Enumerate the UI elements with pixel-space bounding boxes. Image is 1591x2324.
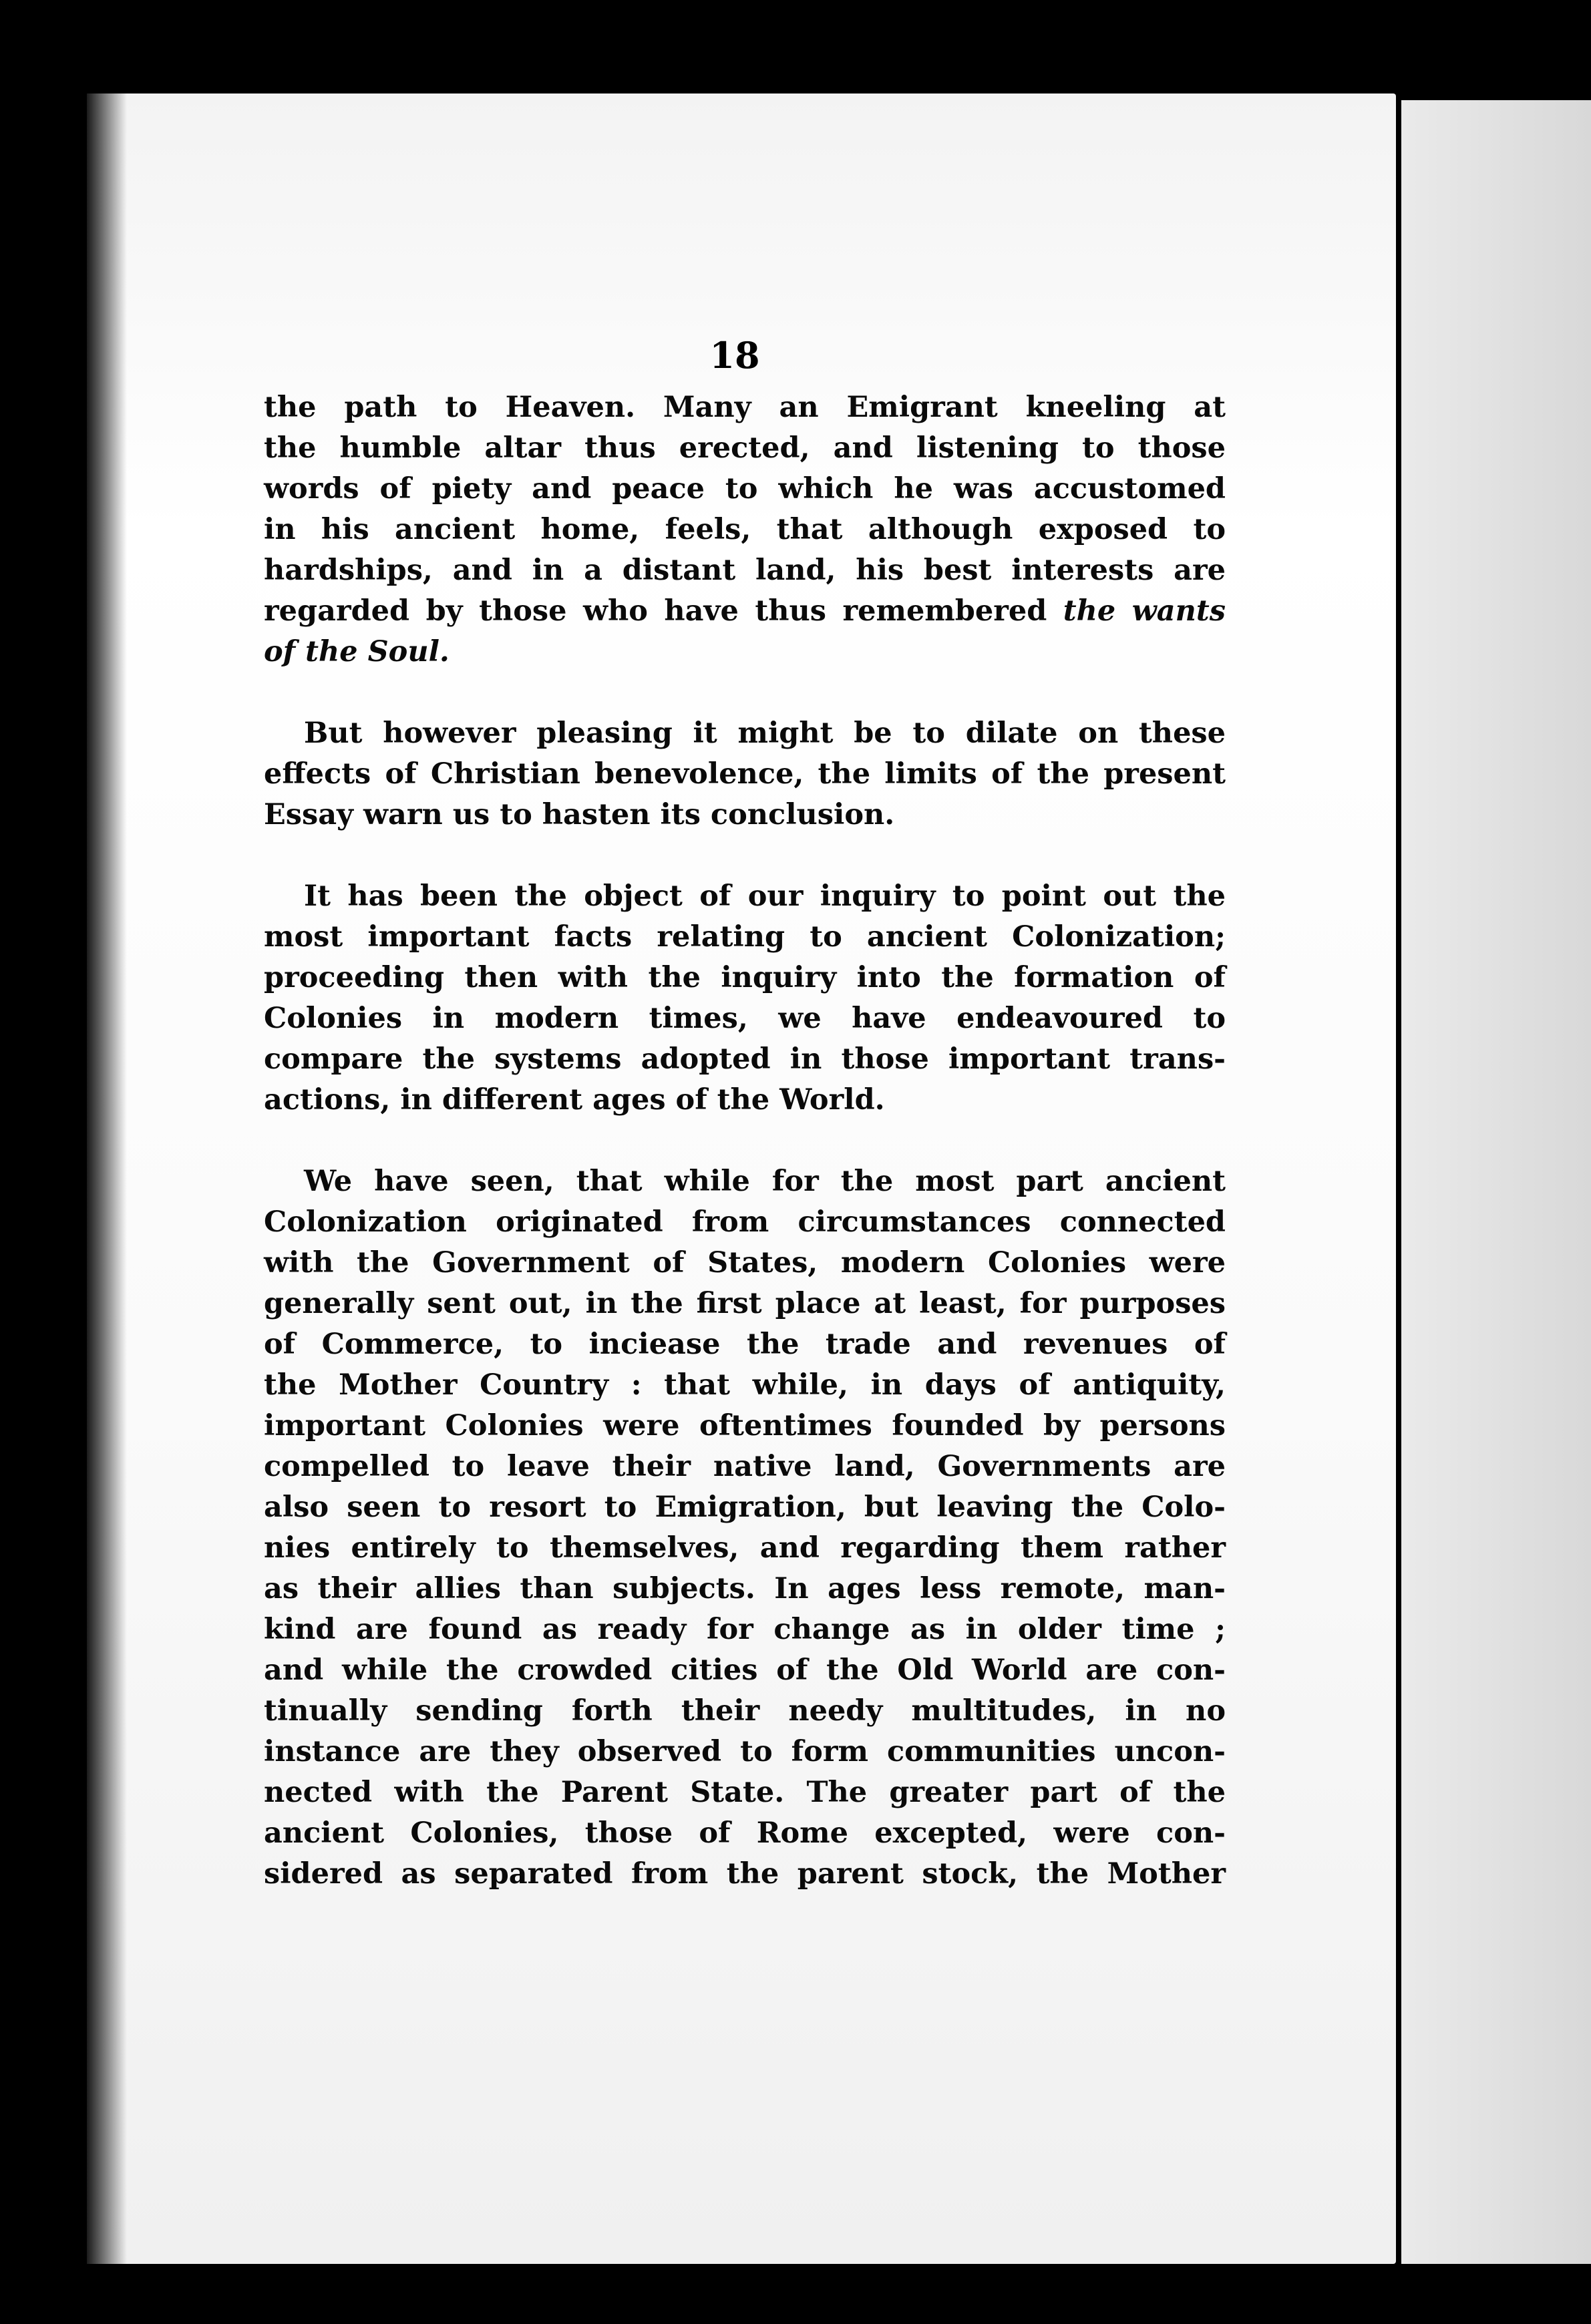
text-line: the Mother Country : that while, in days of antiquity, xyxy=(264,1368,1226,1402)
text-line: ancient Colonies, those of Rome excepted, were con- xyxy=(264,1816,1226,1850)
text-line: kind are found as ready for change as in older time ; xyxy=(264,1613,1226,1646)
text-line: It has been the object of our inquiry to point out the xyxy=(304,880,1226,913)
text-line: But however pleasing it might be to dilate on these xyxy=(304,717,1226,750)
text-line: sidered as separated from the parent stock, the Mother xyxy=(264,1857,1226,1891)
text-line: nies entirely to themselves, and regarding them rather xyxy=(264,1531,1226,1565)
text-line-lead: regarded by those who have thus remembered xyxy=(264,594,1047,628)
text-line: important Colonies were oftentimes founded by persons xyxy=(264,1409,1226,1442)
text-line xyxy=(264,632,1226,672)
text-line: of Commerce, to inciease the trade and revenues of xyxy=(264,1328,1226,1361)
text-line: generally sent out, in the first place at least, for purposes xyxy=(264,1287,1226,1320)
italic-phrase: of the Soul. xyxy=(264,635,450,668)
text-line: Essay warn us to hasten its conclusion. xyxy=(264,798,895,831)
page-torn-edge xyxy=(87,93,127,2264)
text-line: We have seen, that while for the most part ancient xyxy=(304,1165,1226,1198)
text-line: as their allies than subjects. In ages less remote, man- xyxy=(264,1572,1226,1605)
text-line: the path to Heaven. Many an Emigrant kneeling at xyxy=(264,391,1226,424)
text-line: hardships, and in a distant land, his best interests are xyxy=(264,554,1226,587)
paragraph-2 xyxy=(264,713,1226,835)
scan-bottom-border xyxy=(0,2264,1591,2324)
text-line: tinually sending forth their needy multitudes, in no xyxy=(264,1694,1226,1728)
paragraph-4 xyxy=(264,1161,1226,1895)
text-line: actions, in different ages of the World. xyxy=(264,1083,885,1117)
paragraph-1 xyxy=(264,387,1226,672)
text-line: in his ancient home, feels, that although exposed to xyxy=(264,513,1226,546)
text-line: the humble altar thus erected, and listening to those xyxy=(264,431,1226,465)
text-line: effects of Christian benevolence, the limits of the present xyxy=(264,757,1226,791)
text-line: compelled to leave their native land, Governments are xyxy=(264,1450,1226,1483)
adjacent-page-edge xyxy=(1401,100,1591,2264)
text-line: with the Government of States, modern Colonies were xyxy=(264,1246,1226,1280)
text-line: nected with the Parent State. The greater part of the xyxy=(264,1776,1226,1809)
page-number: 18 xyxy=(709,334,760,377)
text-line-with-italic xyxy=(264,591,1226,632)
text-line: Colonies in modern times, we have endeavoured to xyxy=(264,1002,1226,1035)
text-line: Colonization originated from circumstances connected xyxy=(264,1205,1226,1239)
text-line: instance are they observed to form communities uncon- xyxy=(264,1735,1226,1768)
text-line: and while the crowded cities of the Old World are con- xyxy=(264,1654,1226,1687)
text-line: compare the systems adopted in those important trans- xyxy=(264,1042,1226,1076)
text-line: proceeding then with the inquiry into the formation of xyxy=(264,961,1226,994)
text-line: words of piety and peace to which he was accustomed xyxy=(264,472,1226,506)
italic-phrase: the wants xyxy=(1063,594,1226,628)
text-line: most important facts relating to ancient Colonization; xyxy=(264,920,1226,954)
body-text xyxy=(264,387,1226,1935)
paragraph-3 xyxy=(264,876,1226,1121)
text-line: also seen to resort to Emigration, but leaving the Colo- xyxy=(264,1491,1226,1524)
